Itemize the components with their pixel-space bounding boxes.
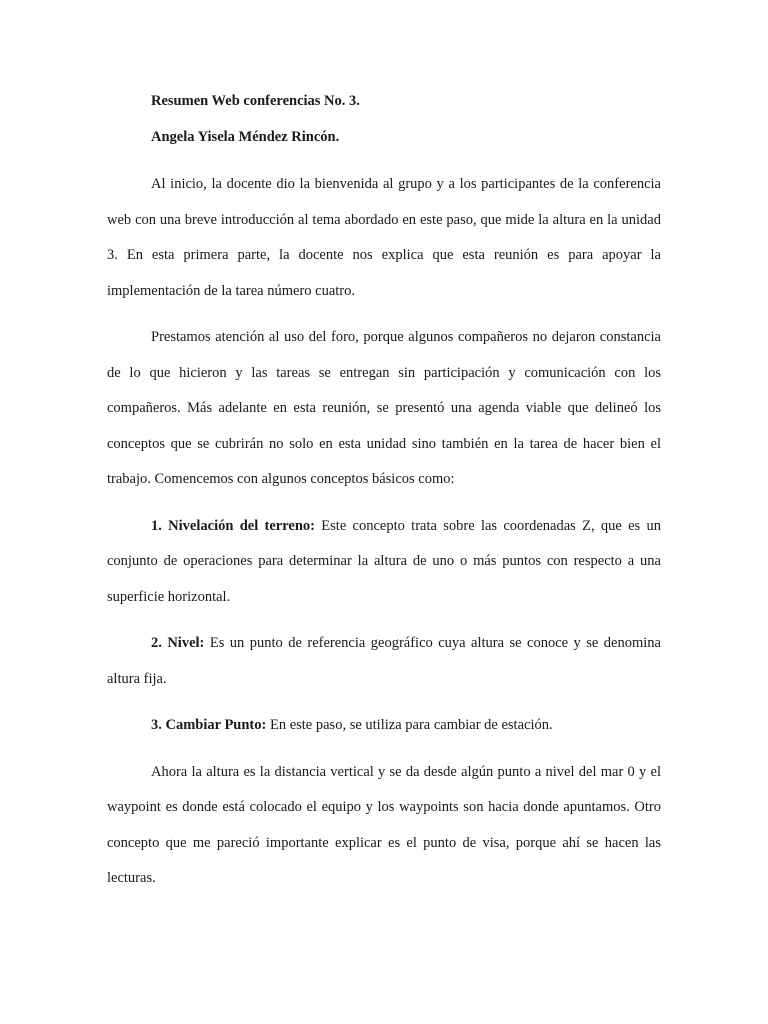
paragraph-closing: Ahora la altura es la distancia vertical y se da desde algún punto a nivel del mar 0 y el waypoint es donde está colocado el equipo y los waypoints son hacia donde apuntamos. Otro concepto que me pareció importante explicar es el punto de visa, porque ahí se hacen las lecturas. xyxy=(107,763,661,886)
definition-nivelacion xyxy=(107,509,661,616)
definition-nivel xyxy=(107,626,661,697)
definition-term: 3. Cambiar Punto: xyxy=(151,717,267,733)
definition-term: 1. Nivelación del terreno: xyxy=(151,517,315,534)
paragraph-intro: Al inicio, la docente dio la bienvenida al grupo y a los participantes de la conferencia web con una breve introducción al tema abordado en este paso, que mide la altura en la unidad 3. En esta primera parte, la docente nos explica que esta reunión es para apoyar la implementación de la tarea número cuatro. xyxy=(107,176,661,299)
definition-text: Este concepto trata sobre las coordenadas Z, que es un conjunto de operaciones para determinar la altura de uno o más puntos con respecto a una superficie horizontal. xyxy=(107,517,661,605)
document-title: Resumen Web conferencias No. 3. xyxy=(151,93,360,109)
definition-term: 2. Nivel: xyxy=(151,635,205,651)
document-body xyxy=(107,88,661,908)
document-author: Angela Yisela Méndez Rincón. xyxy=(151,129,340,145)
definition-text: Es un punto de referencia geográfico cuya altura se conoce y se denomina altura fija. xyxy=(107,635,661,687)
definition-text: En este paso, se utiliza para cambiar de estación. xyxy=(266,717,553,733)
definition-cambiar-punto xyxy=(107,708,661,744)
paragraph-forum: Prestamos atención al uso del foro, porque algunos compañeros no dejaron constancia de lo que hicieron y las tareas se entregan sin participación y comunicación con los compañeros. Más adelante en esta reunión, se presentó una agenda viable que delineó los conceptos que se cubrirán no solo en esta unidad sino también en la tarea de hacer bien el trabajo. Comencemos con algunos conceptos básicos como: xyxy=(107,329,661,487)
